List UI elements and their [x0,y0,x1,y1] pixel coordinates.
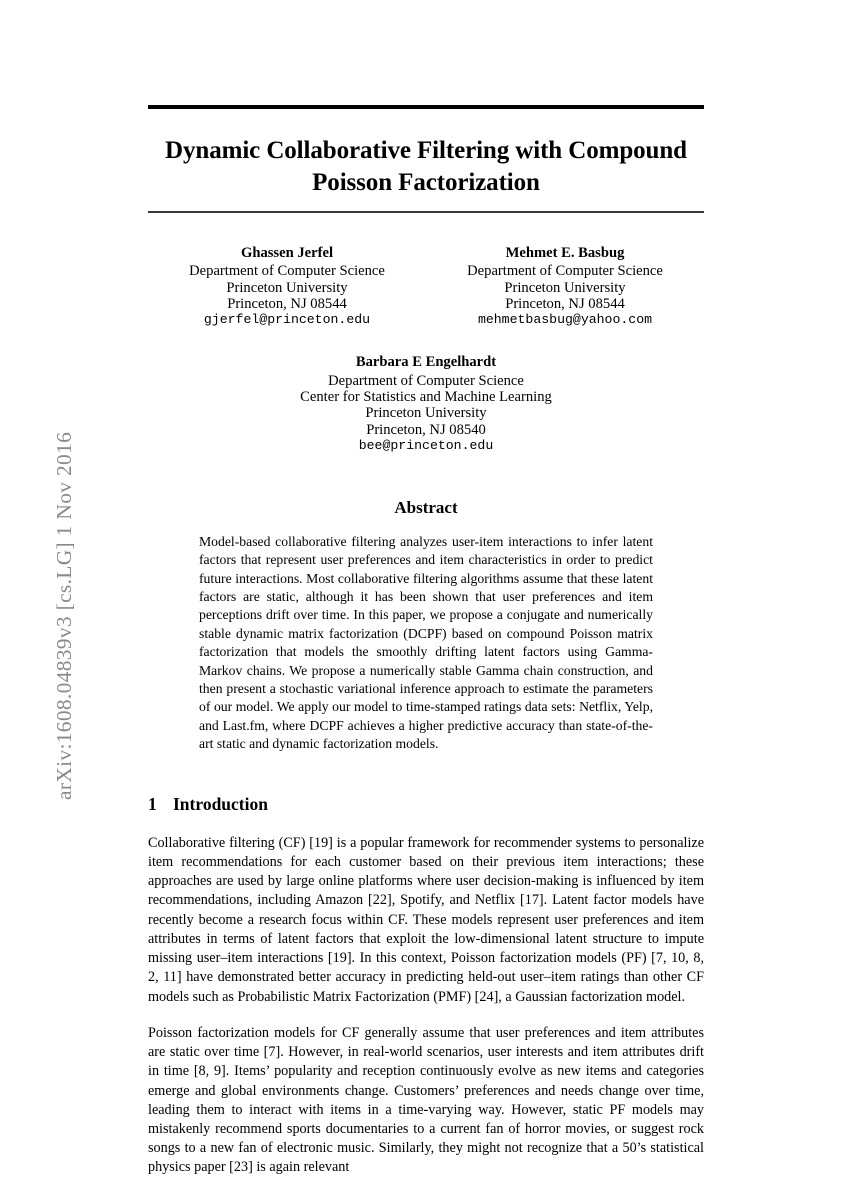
author-affiliation: Princeton University [365,405,487,422]
author-email[interactable]: bee@princeton.edu [358,437,494,453]
author-block [148,245,426,328]
paper-page [148,0,704,1178]
body-paragraph: Poisson factorization models for CF generally assume that user preferences and item attributes are static over time [7]. However, in real-world scenarios, user interests and item attributes drift in time [8, 9]. Items’ popularity and reception continuously evolve as new items and categories emerge and global environments change. Customers’ preferences and needs change over time, leading them to interact with items in a time-varying way. However, static PF models may mistakenly recommend sports documentaries to a current fan of horror movies, or suggest rock songs to a new fan of electronic music. Similarly, they might not recognize that a 50’s statistical physics paper [23] is again relevant [148,1024,704,1176]
author-address: Princeton, NJ 08544 [227,296,347,313]
author-affiliation: Department of Computer Science [328,372,524,389]
author-email[interactable]: gjerfel@princeton.edu [203,312,371,328]
abstract-body: Model-based collaborative filtering analyzes user-item interactions to infer latent factors that represent user preferences and item characteristics in order to predict future interactions. Most collaborative filtering algorithms assume that these latent factors are static, although it has been shown that user preferences and item perceptions drift over time. In this paper, we propose a conjugate and numerically stable dynamic matrix factorization (DCPF) based on compound Poisson matrix factorization that models the smoothly drifting latent factors using Gamma-Markov chains. We propose a numerically stable Gamma chain construction, and then present a stochastic variational inference approach to estimate the parameters of our model. We apply our model to time-stamped ratings data sets: Netflix, Yelp, and Last.fm, where DCPF achieves a higher predictive accuracy than state-of-the-art static and dynamic factorization models. [199,533,653,752]
author-email[interactable]: mehmetbasbug@yahoo.com [477,312,653,328]
title-rule-bottom [148,211,704,213]
author-name: Ghassen Jerfel [240,245,333,261]
page-title: Dynamic Collaborative Filtering with Compound Poisson Factorization [165,137,687,196]
title-rule-top [148,105,704,109]
author-affiliation: Princeton University [504,279,626,296]
author-address: Princeton, NJ 08544 [505,296,625,313]
section-title: Introduction [173,793,268,814]
author-affiliation: Center for Statistics and Machine Learning [300,388,552,405]
author-block [426,245,704,328]
author-affiliation: Princeton University [226,279,348,296]
author-affiliation: Department of Computer Science [467,263,663,280]
author-affiliation: Department of Computer Science [189,263,385,280]
abstract-heading: Abstract [394,497,458,517]
section-number: 1 [148,793,157,814]
arxiv-stamp-text: arXiv:1608.04839v3 [cs.LG] 1 Nov 2016 [52,431,76,800]
arxiv-stamp [0,0,76,1100]
body-paragraph: Collaborative filtering (CF) [19] is a popular framework for recommender systems to personalize item recommendations for each customer based on their previous item interactions; these approaches are used by large online platforms where user decision-making is influenced by item recommendations, including Amazon [22], Spotify, and Netflix [17]. Latent factor models have recently become a research focus within CF. These models represent user preferences and item attributes in terms of latent factors that exploit the low-dimensional latent structure to impute missing user–item interactions [19]. In this context, Poisson factorization models (PF) [7, 10, 8, 2, 11] have demonstrated better accuracy in predicting held-out user–item ratings than other CF models such as Probabilistic Matrix Factorization (PMF) [24], a Gaussian factorization model. [148,834,704,1005]
author-name: Mehmet E. Basbug [505,245,625,261]
section-heading [148,794,704,815]
author-address: Princeton, NJ 08540 [366,421,486,438]
authors-row [148,245,704,328]
author-block [148,354,704,454]
author-name: Barbara E Engelhardt [355,354,497,371]
